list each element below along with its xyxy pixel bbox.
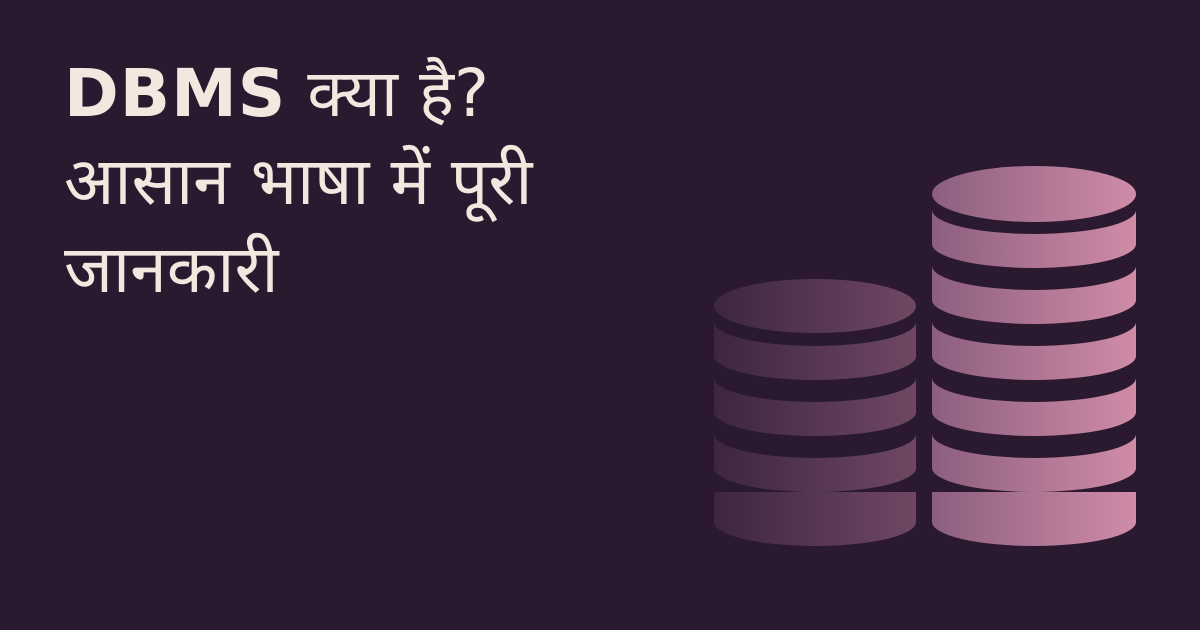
title-line-1 xyxy=(64,50,724,138)
database-left-layer-2 xyxy=(714,378,916,436)
title-acronym: DBMS xyxy=(64,55,287,132)
database-right-lid xyxy=(932,166,1136,222)
database-right-layer-5 xyxy=(932,434,1136,492)
title-question: क्या है? xyxy=(286,55,490,132)
database-right-layer-4 xyxy=(932,378,1136,436)
title-line-2: आसान भाषा में पूरी xyxy=(64,143,533,220)
database-stack-left xyxy=(714,279,916,546)
database-left-lid xyxy=(714,279,916,333)
database-stack-right xyxy=(932,166,1136,546)
database-right-layer-2 xyxy=(932,266,1136,324)
page-title xyxy=(64,50,724,314)
database-left-layer-3 xyxy=(714,434,916,492)
title-line-3: जानकारी xyxy=(64,231,279,308)
database-stack-icon xyxy=(700,150,1160,570)
database-right-layer-6 xyxy=(932,492,1136,546)
database-left-layer-4 xyxy=(714,492,916,546)
database-right-layer-3 xyxy=(932,322,1136,380)
